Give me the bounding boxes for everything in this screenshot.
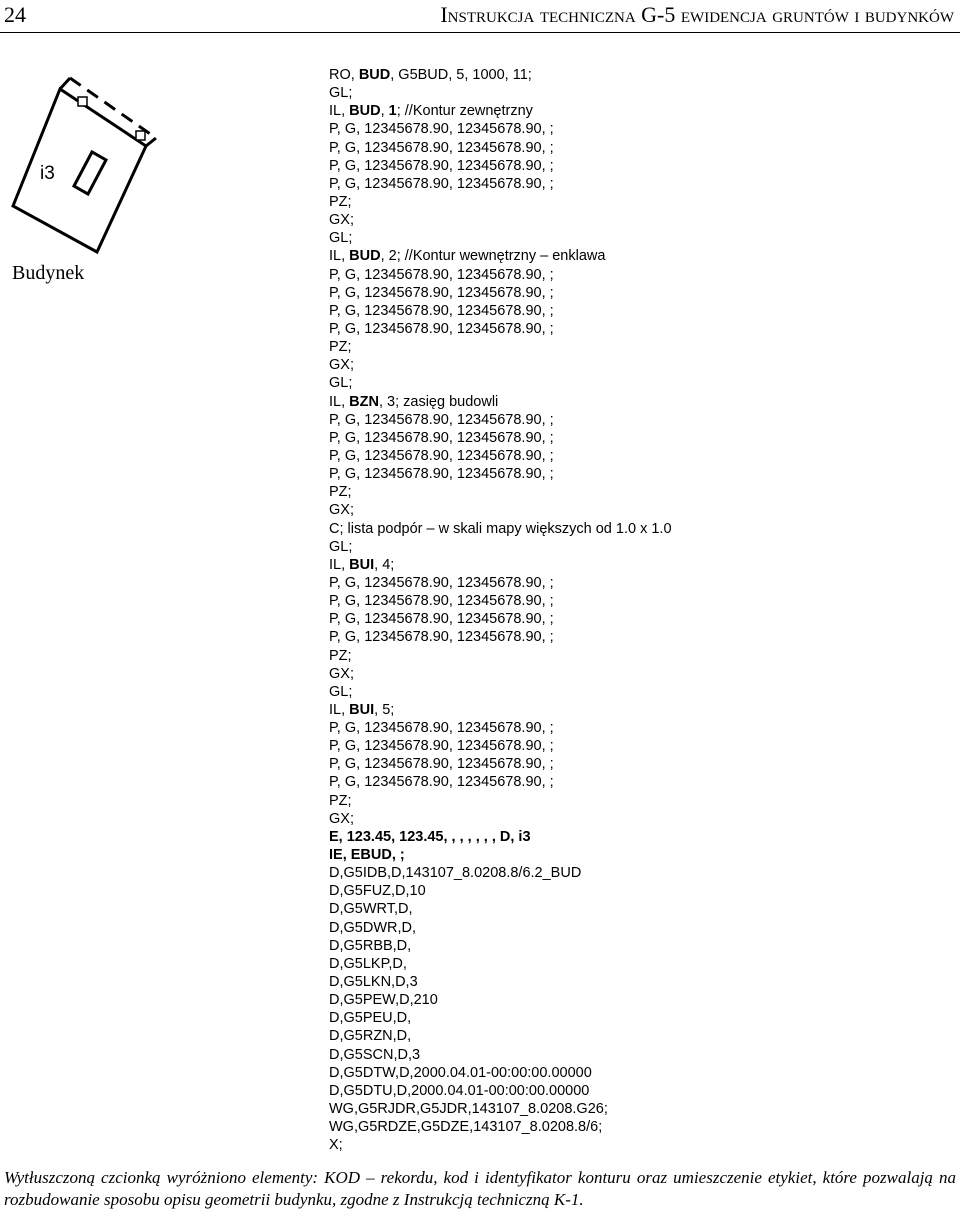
code-line: [329, 556, 672, 574]
code-segment: PZ;: [329, 339, 352, 356]
code-segment: P, G, 12345678.90, 12345678.90, ;: [329, 266, 554, 283]
code-segment: D,G5WRT,D,: [329, 901, 413, 918]
code-line: [329, 773, 672, 791]
code-line: [329, 247, 672, 265]
code-line: [329, 955, 672, 973]
code-bold-segment: E, 123.45, 123.45, , , , , , , D, i3: [329, 828, 531, 845]
page-number: 24: [4, 2, 26, 27]
code-line: [329, 284, 672, 302]
code-line: [329, 628, 672, 646]
code-segment: D,G5IDB,D,143107_8.0208.8/6.2_BUD: [329, 865, 582, 882]
code-segment: P, G, 12345678.90, 12345678.90, ;: [329, 611, 554, 628]
code-segment: GL;: [329, 230, 353, 247]
code-bold-segment: BUD: [358, 67, 391, 83]
code-line: [329, 356, 672, 374]
code-segment: , G5BUD, 5, 1000, 11;: [390, 67, 532, 83]
code-line: [329, 538, 672, 556]
code-line: [329, 937, 672, 955]
code-line: [329, 429, 672, 447]
code-segment: GX;: [329, 810, 354, 827]
code-bold-segment: BUD: [349, 103, 381, 120]
corner-marker-icon: [78, 97, 87, 106]
code-line: [329, 120, 672, 138]
code-segment: D,G5PEU,D,: [329, 1010, 412, 1027]
code-segment: X;: [329, 1137, 343, 1154]
code-line: [329, 610, 672, 628]
code-segment: P, G, 12345678.90, 12345678.90, ;: [329, 320, 554, 337]
code-segment: IL,: [329, 701, 350, 718]
code-bold-segment: BUI: [349, 556, 375, 573]
code-segment: ,: [380, 103, 389, 120]
code-line: [329, 701, 672, 719]
code-segment: , 2; //Kontur wewnętrzny – enklawa: [380, 248, 606, 265]
code-line: [329, 1009, 672, 1027]
code-line: [329, 1064, 672, 1082]
code-segment: GL;: [329, 375, 353, 392]
code-listing: [329, 66, 672, 1154]
code-bold-segment: IE, EBUD, ;: [329, 847, 405, 864]
code-segment: D,G5DTW,D,2000.04.01-00:00:00.00000: [329, 1064, 592, 1081]
code-line: [329, 828, 672, 846]
code-segment: P, G, 12345678.90, 12345678.90, ;: [329, 738, 554, 755]
code-segment: PZ;: [329, 484, 352, 501]
code-line: [329, 919, 672, 937]
code-segment: P, G, 12345678.90, 12345678.90, ;: [329, 756, 554, 773]
code-segment: P, G, 12345678.90, 12345678.90, ;: [329, 157, 554, 174]
building-outline-drawing: [8, 76, 164, 256]
code-line: [329, 411, 672, 429]
code-line: [329, 647, 672, 665]
code-segment: D,G5SCN,D,3: [329, 1046, 421, 1063]
code-segment: PZ;: [329, 647, 352, 664]
figure-caption: Budynek: [12, 262, 85, 284]
code-segment: RO,: [329, 67, 359, 83]
code-segment: D,G5LKP,D,: [329, 955, 407, 972]
code-segment: D,G5FUZ,D,10: [329, 883, 426, 900]
code-line: [329, 1027, 672, 1045]
code-segment: WG,G5RDZE,G5DZE,143107_8.0208.8/6;: [329, 1119, 603, 1136]
building-outer-contour: [13, 89, 146, 252]
code-segment: WG,G5RJDR,G5JDR,143107_8.0208.G26;: [329, 1101, 608, 1118]
code-line: [329, 139, 672, 157]
code-segment: P, G, 12345678.90, 12345678.90, ;: [329, 447, 554, 464]
building-edge-extension: [60, 78, 70, 89]
code-segment: P, G, 12345678.90, 12345678.90, ;: [329, 175, 554, 192]
code-bold-segment: 1: [388, 103, 397, 120]
code-line: [329, 991, 672, 1009]
code-line: [329, 501, 672, 519]
code-line: [329, 864, 672, 882]
code-line: [329, 1118, 672, 1136]
code-segment: IL,: [329, 556, 350, 573]
code-line: [329, 846, 672, 864]
code-line: [329, 102, 672, 120]
building-figure: [8, 76, 164, 256]
code-segment: P, G, 12345678.90, 12345678.90, ;: [329, 466, 554, 483]
code-line: [329, 1100, 672, 1118]
code-segment: P, G, 12345678.90, 12345678.90, ;: [329, 284, 554, 301]
code-line: [329, 900, 672, 918]
code-line: [329, 520, 672, 538]
code-segment: , 3; zasięg budowli: [378, 393, 499, 410]
code-segment: D,G5RZN,D,: [329, 1028, 412, 1045]
code-line: [329, 393, 672, 411]
code-segment: PZ;: [329, 792, 352, 809]
code-line: [329, 755, 672, 773]
code-line: [329, 810, 672, 828]
code-line: [329, 302, 672, 320]
code-line: [329, 1136, 672, 1154]
code-segment: D,G5DWR,D,: [329, 919, 416, 936]
code-segment: IL,: [329, 103, 350, 120]
code-segment: , 5;: [374, 701, 395, 718]
corner-marker-icon: [136, 131, 145, 140]
code-segment: P, G, 12345678.90, 12345678.90, ;: [329, 774, 554, 791]
code-segment: GX;: [329, 502, 354, 519]
code-segment: P, G, 12345678.90, 12345678.90, ;: [329, 429, 554, 446]
code-segment: GX;: [329, 212, 354, 229]
code-line: [329, 574, 672, 592]
code-segment: PZ;: [329, 193, 352, 210]
code-segment: P, G, 12345678.90, 12345678.90, ;: [329, 574, 554, 591]
code-line: [329, 973, 672, 991]
code-segment: D,G5PEW,D,210: [329, 992, 438, 1009]
page-title: Instrukcja techniczna G-5 ewidencja gruntów i budynków: [440, 2, 954, 27]
code-bold-segment: BUI: [349, 701, 375, 718]
code-line: [329, 737, 672, 755]
code-line: [329, 665, 672, 683]
code-segment: C; lista podpór – w skali mapy większych od 1.0 x 1.0: [329, 520, 672, 537]
code-line: [329, 792, 672, 810]
code-line: [329, 175, 672, 193]
code-line: [329, 483, 672, 501]
code-line: [329, 320, 672, 338]
code-segment: , 4;: [374, 556, 395, 573]
code-line: [329, 592, 672, 610]
code-line: [329, 229, 672, 247]
code-segment: P, G, 12345678.90, 12345678.90, ;: [329, 629, 554, 646]
code-segment: GX;: [329, 665, 354, 682]
code-line: [329, 719, 672, 737]
code-line: [329, 683, 672, 701]
page-header: [0, 0, 960, 33]
footnote: Wytłuszczoną czcionką wyróżniono elementy: KOD – rekordu, kod i identyfikator konturu oraz umieszczenie etykiet, które pozwalają na rozbudowanie sposobu opisu geometrii budynku, zgodne z Instrukcją techniczną K-1.: [4, 1168, 956, 1209]
code-segment: P, G, 12345678.90, 12345678.90, ;: [329, 411, 554, 428]
code-line: [329, 211, 672, 229]
code-bold-segment: BUD: [349, 248, 381, 265]
code-segment: P, G, 12345678.90, 12345678.90, ;: [329, 302, 554, 319]
code-line: [329, 1082, 672, 1100]
code-line: [329, 66, 672, 84]
code-segment: P, G, 12345678.90, 12345678.90, ;: [329, 139, 554, 156]
building-id-label: i3: [40, 163, 55, 184]
code-segment: IL,: [329, 248, 350, 265]
code-bold-segment: BZN: [349, 393, 379, 410]
code-line: [329, 465, 672, 483]
code-segment: IL,: [329, 393, 350, 410]
code-line: [329, 374, 672, 392]
code-segment: GL;: [329, 683, 353, 700]
code-segment: D,G5LKN,D,3: [329, 974, 418, 991]
code-line: [329, 84, 672, 102]
code-segment: GX;: [329, 357, 354, 374]
code-segment: D,G5DTU,D,2000.04.01-00:00:00.00000: [329, 1082, 590, 1099]
code-segment: GL;: [329, 85, 353, 102]
code-segment: GL;: [329, 538, 353, 555]
code-segment: D,G5RBB,D,: [329, 937, 412, 954]
code-line: [329, 266, 672, 284]
code-line: [329, 157, 672, 175]
code-segment: ; //Kontur zewnętrzny: [396, 103, 533, 120]
code-line: [329, 1046, 672, 1064]
building-inner-enclave: [74, 152, 106, 194]
code-line: [329, 447, 672, 465]
code-segment: P, G, 12345678.90, 12345678.90, ;: [329, 121, 554, 138]
code-segment: P, G, 12345678.90, 12345678.90, ;: [329, 593, 554, 610]
code-line: [329, 338, 672, 356]
code-segment: P, G, 12345678.90, 12345678.90, ;: [329, 720, 554, 737]
code-line: [329, 882, 672, 900]
code-line: [329, 193, 672, 211]
